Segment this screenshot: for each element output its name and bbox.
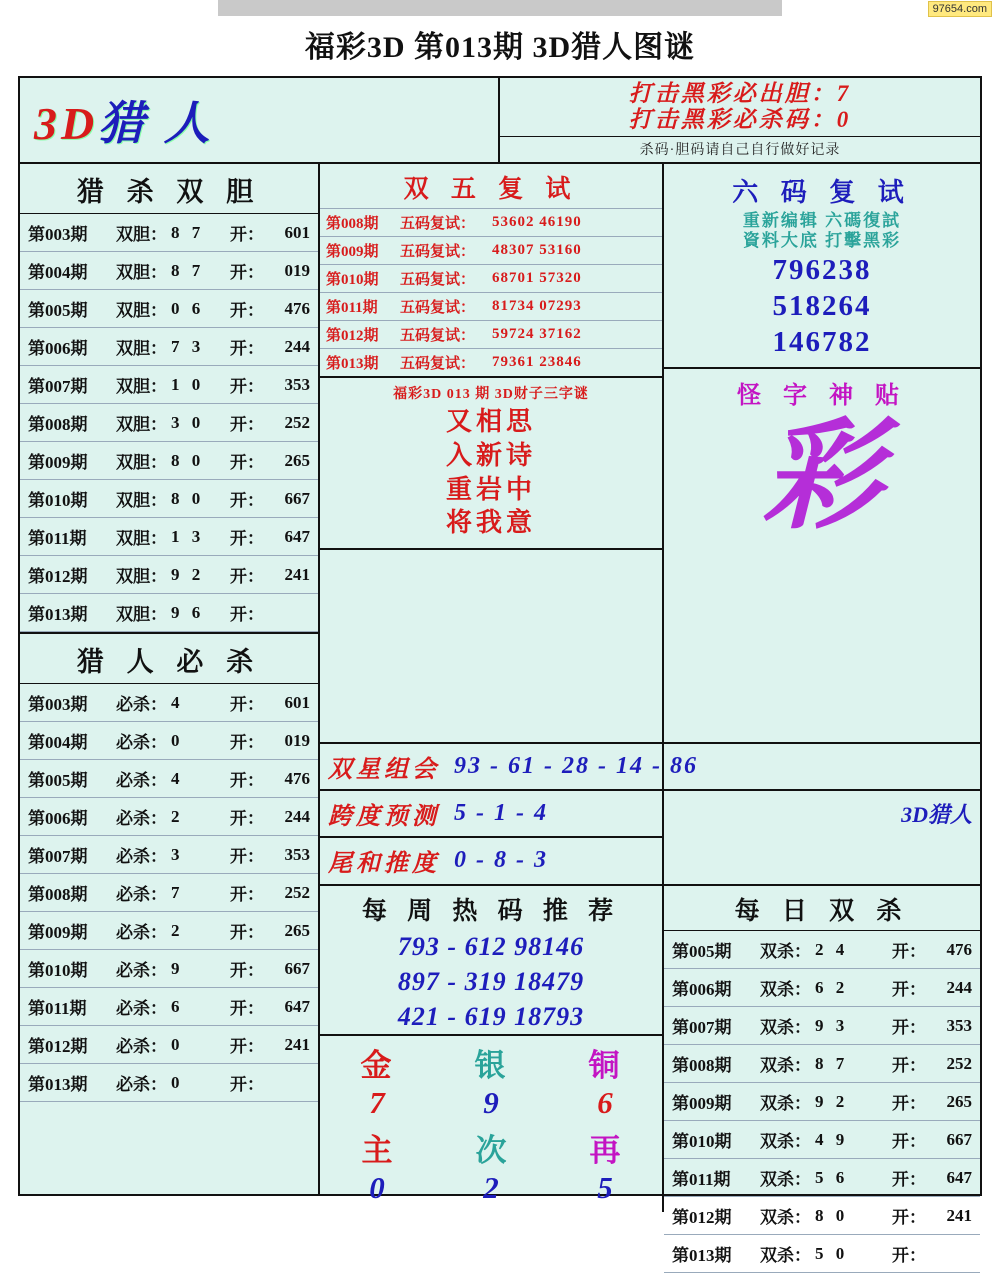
weekly-hot-line: 421 - 619 18793 — [397, 1002, 585, 1032]
row-issue: 第008期 — [672, 1056, 732, 1075]
left-column — [20, 164, 320, 1196]
top-bar — [0, 0, 1000, 18]
poem-heading: 福彩3D 013 期 3D财子三字谜 — [393, 387, 589, 402]
row-open: 244 — [946, 977, 972, 997]
row-label: 必杀： — [116, 961, 167, 980]
weekly-hot-box — [320, 884, 664, 1212]
row-value: 8 0 — [171, 488, 205, 508]
rank-second: 次 — [475, 1133, 507, 1169]
table-row — [664, 1121, 980, 1159]
row-label: 五码复试： — [400, 328, 476, 344]
row-label: 必杀： — [116, 847, 167, 866]
row-issue: 第006期 — [28, 339, 88, 358]
six-code-sub2: 資料大底 打擊黑彩 — [742, 231, 902, 251]
band-value: 93 - 61 - 28 - 14 - 86 — [454, 753, 698, 779]
row-open: 252 — [284, 882, 310, 902]
row-open: 647 — [284, 526, 310, 546]
row-value: 6 2 — [815, 977, 849, 997]
row-value: 9 — [171, 958, 184, 978]
row-value: 5 6 — [815, 1167, 849, 1187]
table-row — [320, 208, 662, 236]
row-open: 252 — [946, 1053, 972, 1073]
row-value: 2 4 — [815, 939, 849, 959]
brand-logo-text — [34, 87, 214, 153]
row-open: 244 — [284, 806, 310, 826]
row-label: 双胆： — [116, 339, 167, 358]
poem-line: 又相思 — [445, 407, 536, 436]
row-label: 双杀： — [760, 980, 811, 999]
row-value: 1 3 — [171, 526, 205, 546]
row-issue: 第005期 — [28, 771, 88, 790]
table-row — [20, 214, 318, 252]
row-numbers: 59724 37162 — [492, 326, 582, 342]
row-value: 8 7 — [171, 260, 205, 280]
row-open-label: 开： — [230, 491, 264, 510]
table-row — [664, 1235, 980, 1273]
hunter-must-kill-title: 猎 人 必 杀 — [20, 632, 318, 684]
row-open-label: 开： — [230, 999, 264, 1018]
row-label: 双胆： — [116, 301, 167, 320]
row-label: 双胆： — [116, 529, 167, 548]
row-open: 019 — [284, 260, 310, 280]
row-label: 双胆： — [116, 263, 167, 282]
row-value: 4 — [171, 768, 184, 788]
row-numbers: 81734 07293 — [492, 298, 582, 314]
row-open: 601 — [284, 222, 310, 242]
row-issue: 第006期 — [28, 809, 88, 828]
weekly-hot-line: 897 - 319 18479 — [397, 967, 585, 997]
row-label: 五码复试： — [400, 356, 476, 372]
row-open: 647 — [284, 996, 310, 1016]
row-open: 476 — [284, 298, 310, 318]
header-notice — [500, 78, 980, 162]
row-label: 双胆： — [116, 225, 167, 244]
row-label: 必杀： — [116, 923, 167, 942]
row-label: 双杀： — [760, 942, 811, 961]
row-issue: 第005期 — [28, 301, 88, 320]
table-row — [20, 480, 318, 518]
row-open-label: 开： — [230, 567, 264, 586]
table-row — [20, 404, 318, 442]
hunt-kill-double-title: 猎 杀 双 胆 — [20, 164, 318, 214]
table-row — [20, 252, 318, 290]
page-title: 福彩3D 第013期 3D猎人图谜 — [304, 31, 696, 64]
six-code-box — [664, 164, 980, 367]
row-issue: 第009期 — [28, 923, 88, 942]
poem-box — [320, 378, 662, 550]
row-open-label: 开： — [230, 339, 264, 358]
row-label: 双胆： — [116, 567, 167, 586]
row-value: 0 — [171, 1034, 184, 1054]
row-open-label: 开： — [230, 263, 264, 282]
rank-third-num: 5 — [597, 1170, 613, 1206]
band-tail-sum — [320, 836, 662, 883]
row-label: 双杀： — [760, 1056, 811, 1075]
header-notice-line3: 杀码·胆码请自己自行做好记录 — [500, 136, 980, 159]
poem-line: 将我意 — [445, 508, 536, 538]
row-open: 265 — [284, 920, 310, 940]
row-issue: 第012期 — [326, 328, 379, 344]
row-value: 8 7 — [171, 222, 205, 242]
table-row — [20, 836, 318, 874]
row-issue: 第011期 — [28, 529, 87, 548]
row-open-label: 开： — [892, 1094, 926, 1113]
row-label: 五码复试： — [400, 216, 476, 232]
row-issue: 第007期 — [672, 1018, 732, 1037]
row-open-label: 开： — [230, 847, 264, 866]
six-code-number: 518264 — [772, 290, 872, 323]
row-open-label: 开： — [230, 771, 264, 790]
band-brand-tail: 3D猎人 — [901, 802, 972, 827]
metals-row-1 — [320, 1040, 662, 1085]
metal-gold: 金 — [360, 1048, 394, 1084]
row-open-label: 开： — [230, 809, 264, 828]
table-row — [20, 950, 318, 988]
metals-row-1-nums — [320, 1085, 662, 1121]
band-value: 5 - 1 - 4 — [454, 800, 548, 826]
row-issue: 第013期 — [326, 356, 379, 372]
row-label: 必杀： — [116, 809, 167, 828]
table-row — [20, 912, 318, 950]
daily-double-kill-box — [664, 884, 980, 1265]
table-row — [20, 722, 318, 760]
row-value: 8 7 — [815, 1053, 849, 1073]
table-row — [320, 236, 662, 264]
row-label: 双杀： — [760, 1132, 811, 1151]
metals-box — [320, 1034, 662, 1212]
table-row — [20, 290, 318, 328]
row-open: 252 — [284, 412, 310, 432]
row-label: 双杀： — [760, 1246, 811, 1265]
row-value: 9 3 — [815, 1015, 849, 1035]
table-row — [20, 1026, 318, 1064]
band-label: 尾和推度 — [328, 851, 440, 877]
row-open-label: 开： — [230, 225, 264, 244]
table-row — [664, 1007, 980, 1045]
row-value: 8 0 — [171, 450, 205, 470]
row-issue: 第004期 — [28, 263, 88, 282]
row-value: 8 0 — [815, 1205, 849, 1225]
row-open: 244 — [284, 336, 310, 356]
row-value: 7 — [171, 882, 184, 902]
row-open: 241 — [284, 564, 310, 584]
row-value: 0 6 — [171, 298, 205, 318]
table-row — [664, 969, 980, 1007]
row-issue: 第013期 — [672, 1246, 732, 1265]
row-open: 265 — [284, 450, 310, 470]
row-open: 476 — [284, 768, 310, 788]
rank-main-num: 0 — [369, 1170, 385, 1206]
row-open-label: 开： — [892, 942, 926, 961]
table-row — [664, 931, 980, 969]
row-open-label: 开： — [230, 923, 264, 942]
metal-bronze: 铜 — [588, 1048, 622, 1084]
row-issue: 第010期 — [672, 1132, 732, 1151]
top-grey-strip — [218, 0, 782, 16]
row-label: 五码复试： — [400, 300, 476, 316]
row-open: 647 — [946, 1167, 972, 1187]
row-label: 五码复试： — [400, 272, 476, 288]
table-row — [20, 518, 318, 556]
row-issue: 第009期 — [326, 244, 379, 260]
table-row — [664, 1045, 980, 1083]
row-issue: 第010期 — [28, 491, 88, 510]
row-issue: 第010期 — [28, 961, 88, 980]
poem-line: 入新诗 — [445, 440, 536, 470]
row-value: 1 0 — [171, 374, 205, 394]
table-row — [20, 988, 318, 1026]
row-label: 双胆： — [116, 377, 167, 396]
strange-char-glyph: 彩 — [762, 404, 882, 546]
brand-logo-3d: 3D — [34, 98, 99, 149]
strange-char-box — [664, 367, 980, 593]
row-numbers: 68701 57320 — [492, 270, 582, 286]
row-label: 必杀： — [116, 771, 167, 790]
table-row — [320, 320, 662, 348]
row-open-label: 开： — [892, 1056, 926, 1075]
row-open: 476 — [946, 939, 972, 959]
row-open: 667 — [284, 488, 310, 508]
row-issue: 第003期 — [28, 695, 88, 714]
row-open: 353 — [946, 1015, 972, 1035]
table-row — [20, 760, 318, 798]
row-issue: 第004期 — [28, 733, 88, 752]
row-value: 6 — [171, 996, 184, 1016]
brand-logo — [20, 78, 500, 162]
table-row — [20, 328, 318, 366]
row-issue: 第011期 — [28, 999, 87, 1018]
row-value: 2 — [171, 920, 184, 940]
row-label: 必杀： — [116, 885, 167, 904]
metals-row-2-nums — [320, 1170, 662, 1206]
row-label: 双杀： — [760, 1094, 811, 1113]
row-issue: 第007期 — [28, 377, 88, 396]
row-label: 必杀： — [116, 1037, 167, 1056]
row-issue: 第008期 — [326, 216, 379, 232]
row-issue: 第005期 — [672, 942, 732, 961]
row-value: 9 6 — [171, 602, 205, 622]
table-row — [20, 556, 318, 594]
header-notice-line1: 打击黑彩必出胆：7 — [628, 80, 852, 106]
watermark: 97654.com — [928, 1, 992, 17]
row-value: 0 — [171, 1072, 184, 1092]
row-open: 241 — [284, 1034, 310, 1054]
weekly-hot-title: 每 周 热 码 推 荐 — [361, 898, 621, 925]
table-row — [664, 1083, 980, 1121]
poem-line: 重岩中 — [445, 474, 536, 504]
rank-third: 再 — [589, 1133, 621, 1169]
row-issue: 第012期 — [672, 1208, 732, 1227]
rank-second-num: 2 — [483, 1170, 499, 1206]
table-row — [20, 874, 318, 912]
row-issue: 第011期 — [326, 300, 378, 316]
row-open: 667 — [284, 958, 310, 978]
table-row — [320, 264, 662, 292]
table-row — [20, 684, 318, 722]
hunt-kill-double-rows — [20, 214, 318, 632]
table-row — [20, 366, 318, 404]
six-code-title: 六 码 复 试 — [732, 178, 912, 207]
row-numbers: 79361 23846 — [492, 354, 582, 370]
row-value: 4 — [171, 692, 184, 712]
row-label: 双胆： — [116, 605, 167, 624]
row-label: 五码复试： — [400, 244, 476, 260]
row-issue: 第003期 — [28, 225, 88, 244]
page-title-bar — [0, 18, 1000, 70]
row-open-label: 开： — [892, 1170, 926, 1189]
strange-char-title: 怪 字 神 贴 — [737, 382, 907, 409]
row-issue: 第008期 — [28, 415, 88, 434]
band-label: 跨度预测 — [328, 804, 440, 830]
row-open-label: 开： — [230, 733, 264, 752]
row-value: 9 2 — [815, 1091, 849, 1111]
row-open-label: 开： — [892, 1208, 926, 1227]
band-tail-span — [320, 836, 664, 883]
row-open-label: 开： — [892, 1246, 926, 1265]
row-open-label: 开： — [230, 1075, 264, 1094]
header-notice-line2: 打击黑彩必杀码：0 — [628, 107, 852, 132]
row-open-label: 开： — [892, 980, 926, 999]
row-label: 双杀： — [760, 1018, 811, 1037]
row-open-label: 开： — [230, 1037, 264, 1056]
metal-silver: 银 — [474, 1048, 508, 1084]
row-open-label: 开： — [230, 301, 264, 320]
row-open: 353 — [284, 844, 310, 864]
metal-gold-num: 7 — [369, 1085, 385, 1121]
row-open-label: 开： — [230, 961, 264, 980]
row-label: 必杀： — [116, 733, 167, 752]
row-issue: 第006期 — [672, 980, 732, 999]
metals-row-2 — [320, 1125, 662, 1170]
row-open-label: 开： — [230, 377, 264, 396]
row-open: 019 — [284, 730, 310, 750]
row-value: 3 — [171, 844, 184, 864]
row-open-label: 开： — [892, 1132, 926, 1151]
row-open-label: 开： — [230, 885, 264, 904]
row-open-label: 开： — [230, 529, 264, 548]
table-row — [20, 442, 318, 480]
row-label: 双胆： — [116, 415, 167, 434]
table-row — [20, 798, 318, 836]
band-value: 0 - 8 - 3 — [454, 847, 548, 873]
double-five-title: 双 五 复 试 — [403, 176, 579, 203]
row-issue: 第008期 — [28, 885, 88, 904]
row-open-label: 开： — [892, 1018, 926, 1037]
poster-header — [20, 78, 980, 164]
row-label: 必杀： — [116, 695, 167, 714]
row-value: 5 0 — [815, 1243, 849, 1263]
row-open: 265 — [946, 1091, 972, 1111]
row-open: 353 — [284, 374, 310, 394]
row-open: 601 — [284, 692, 310, 712]
six-code-number: 796238 — [772, 253, 872, 286]
row-issue: 第009期 — [28, 453, 88, 472]
row-issue: 第009期 — [672, 1094, 732, 1113]
double-five-box — [320, 164, 662, 378]
row-issue: 第007期 — [28, 847, 88, 866]
metal-bronze-num: 6 — [597, 1085, 613, 1121]
row-issue: 第013期 — [28, 1075, 88, 1094]
table-row — [320, 292, 662, 320]
row-issue: 第012期 — [28, 567, 88, 586]
row-value: 7 3 — [171, 336, 205, 356]
row-label: 双胆： — [116, 453, 167, 472]
table-row — [20, 1064, 318, 1102]
bands-area — [320, 742, 980, 836]
row-open-label: 开： — [230, 415, 264, 434]
row-issue: 第012期 — [28, 1037, 88, 1056]
row-label: 双杀： — [760, 1208, 811, 1227]
brand-logo-hunter: 猎 人 — [98, 98, 214, 149]
row-open-label: 开： — [230, 605, 264, 624]
row-value: 3 0 — [171, 412, 205, 432]
row-label: 双胆： — [116, 491, 167, 510]
band-span-forecast — [320, 789, 980, 836]
daily-double-kill-title: 每 日 双 杀 — [664, 886, 980, 931]
six-code-number: 146782 — [772, 326, 872, 359]
poster-sheet — [18, 76, 982, 1265]
row-value: 9 2 — [171, 564, 205, 584]
table-row — [20, 594, 318, 632]
row-open-label: 开： — [230, 453, 264, 472]
row-open-label: 开： — [230, 695, 264, 714]
row-value: 4 9 — [815, 1129, 849, 1149]
table-row — [320, 348, 662, 376]
six-code-sub1: 重新编辑 六碼復試 — [742, 211, 902, 230]
row-value: 0 — [171, 730, 184, 750]
row-value: 2 — [171, 806, 184, 826]
metal-silver-num: 9 — [483, 1085, 499, 1121]
row-open: 667 — [946, 1129, 972, 1149]
rank-main: 主 — [361, 1133, 393, 1169]
band-double-star — [320, 742, 980, 789]
row-issue: 第013期 — [28, 605, 88, 624]
row-numbers: 53602 46190 — [492, 214, 582, 230]
weekly-hot-line: 793 - 612 98146 — [397, 932, 585, 961]
row-numbers: 48307 53160 — [492, 242, 582, 258]
row-open: 241 — [946, 1205, 972, 1225]
row-issue: 第010期 — [326, 272, 379, 288]
band-label: 双星组会 — [328, 757, 440, 783]
hunter-must-kill-rows — [20, 684, 318, 1102]
row-issue: 第011期 — [672, 1170, 731, 1189]
row-label: 必杀： — [116, 1075, 167, 1094]
row-label: 双杀： — [760, 1170, 811, 1189]
table-row — [664, 1159, 980, 1197]
row-label: 必杀： — [116, 999, 167, 1018]
